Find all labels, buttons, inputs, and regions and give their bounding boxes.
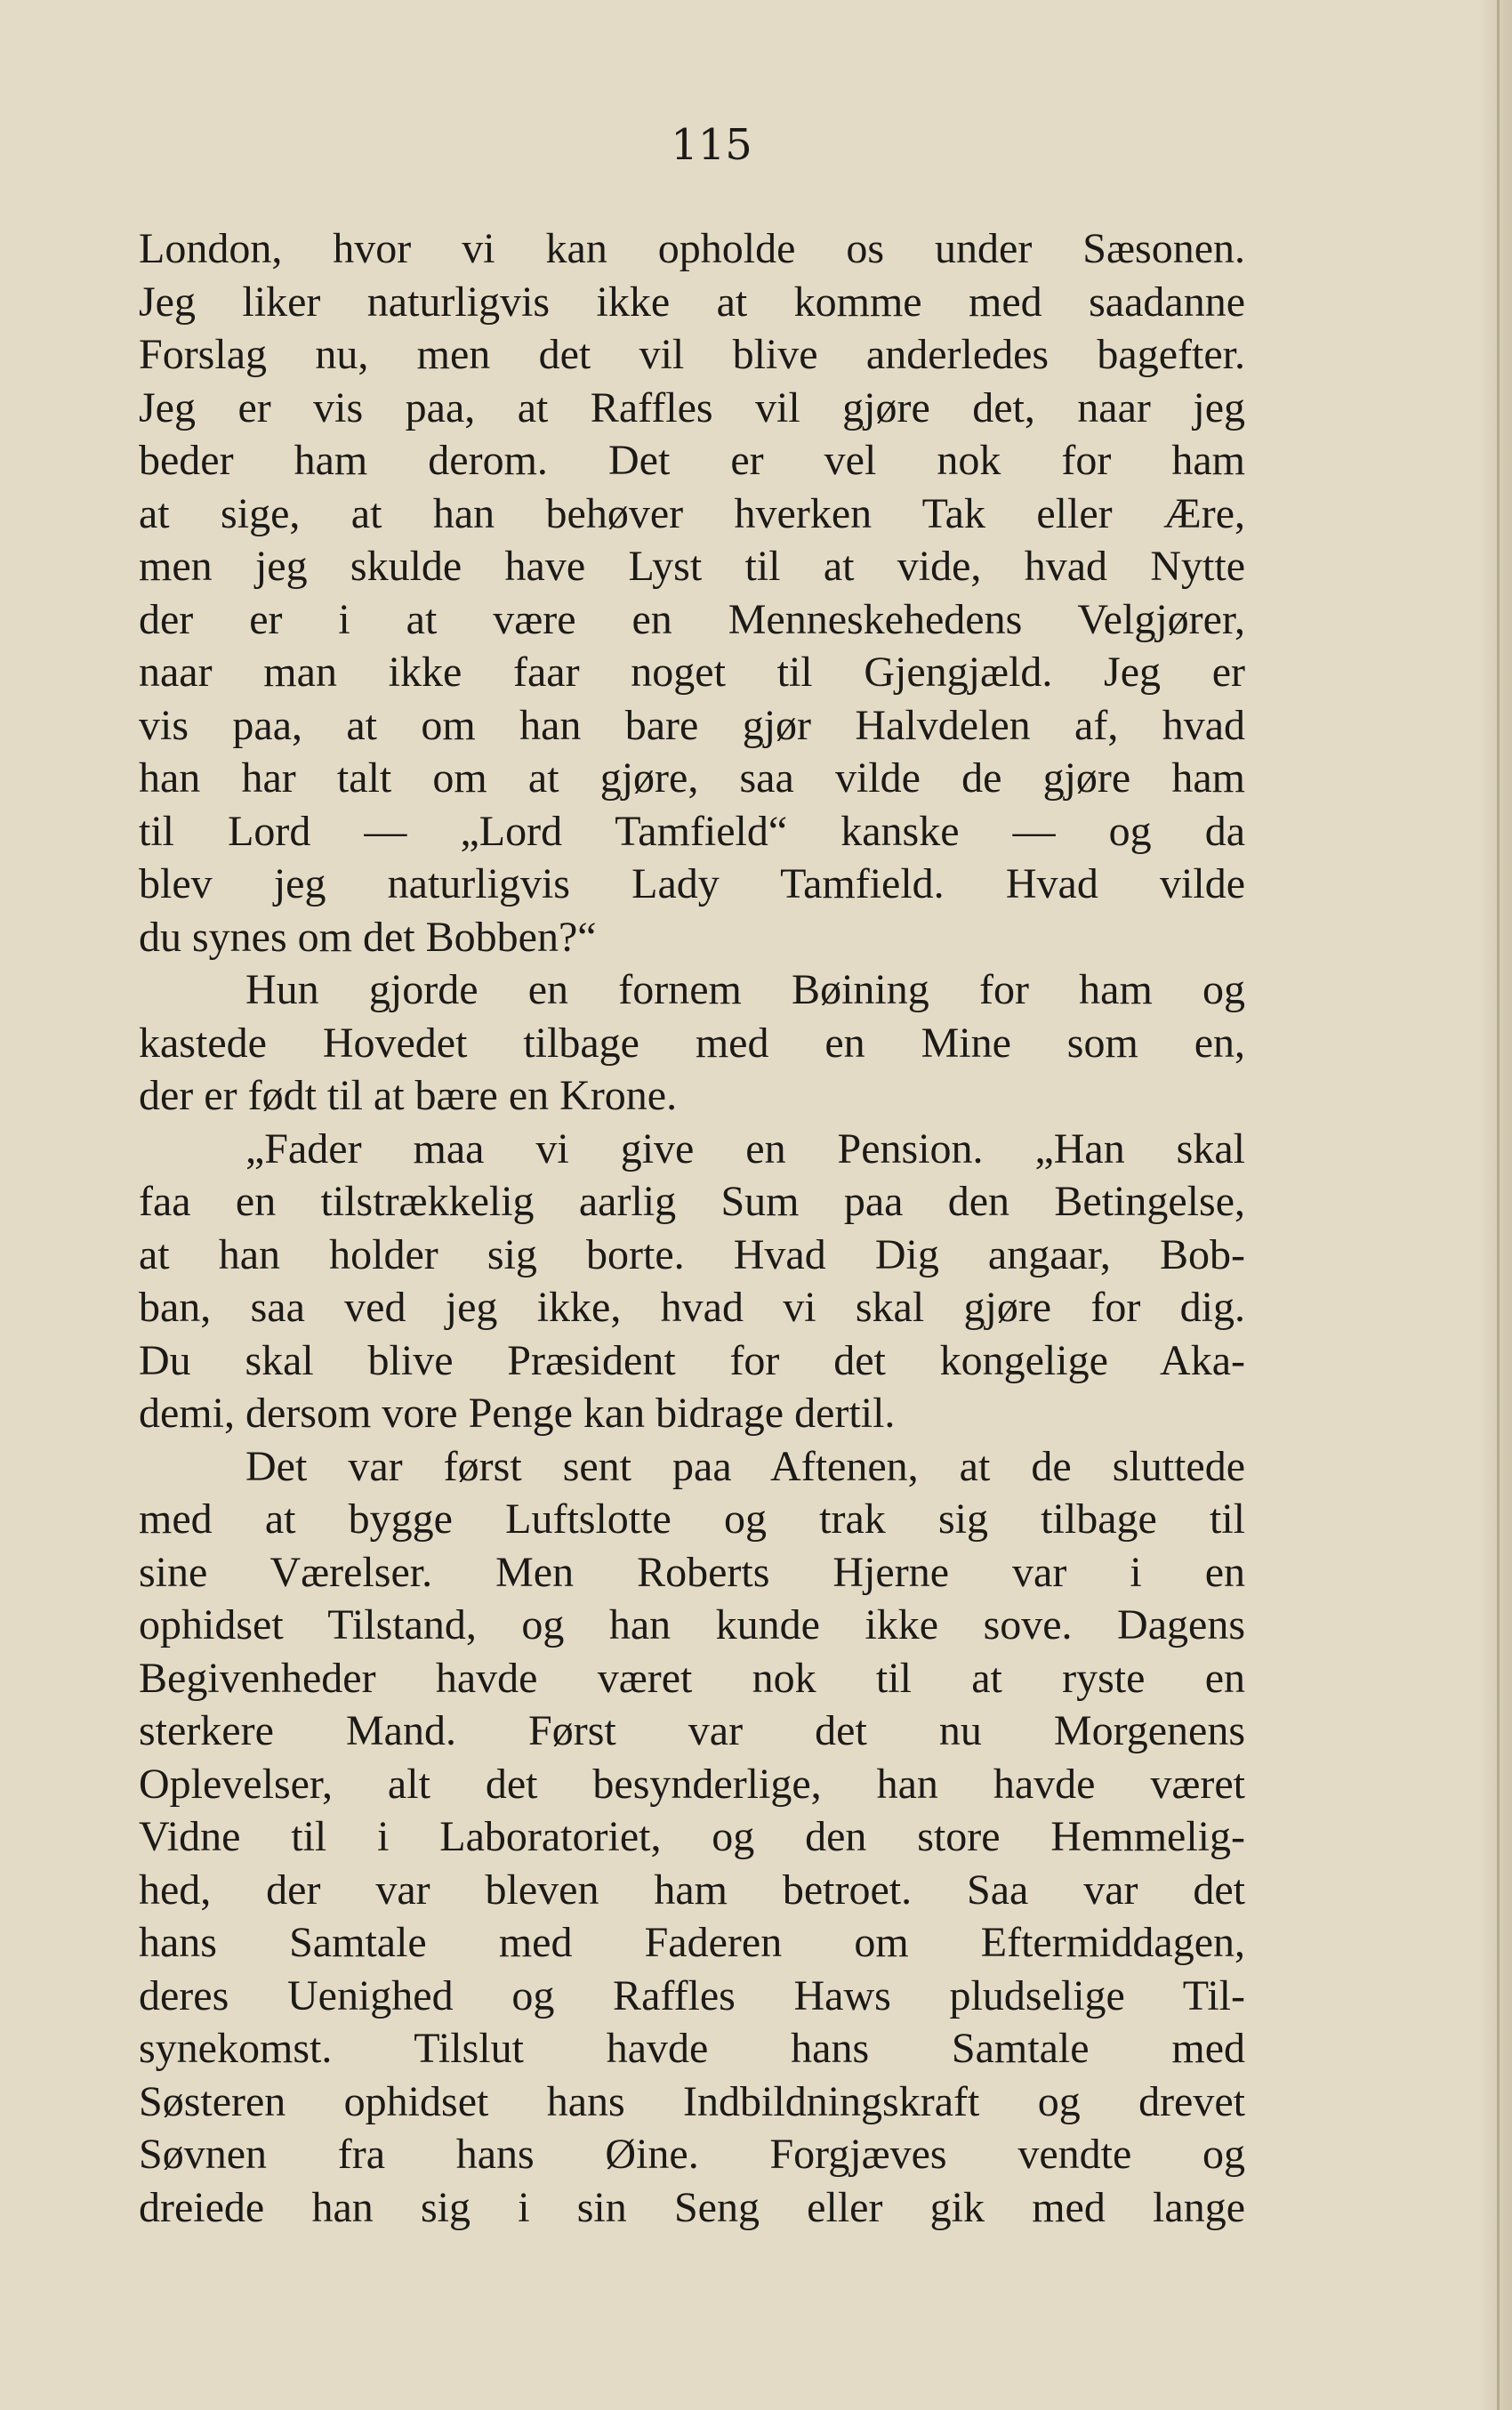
page-number: 115 bbox=[671, 120, 752, 170]
text-line: blev jeg naturligvis Lady Tamfield. Hvad vilde bbox=[139, 860, 1245, 907]
text-line: sine Værelser. Men Roberts Hjerne var i en bbox=[139, 1548, 1245, 1596]
text-line: „Fader maa vi give en Pension. „Han skal bbox=[245, 1124, 1245, 1173]
text-line: ophidset Tilstand, og han kunde ikke sove. Dagens bbox=[139, 1601, 1245, 1648]
text-line: hans Samtale med Faderen om Eftermiddagen, bbox=[139, 1919, 1245, 1966]
text-line: ban, saa ved jeg ikke, hvad vi skal gjøre for dig. bbox=[139, 1284, 1245, 1331]
text-line: Søvnen fra hans Øine. Forgjæves vendte og bbox=[139, 2131, 1245, 2178]
text-line: Forslag nu, men det vil blive anderledes bagefter. bbox=[139, 331, 1245, 378]
text-line: han har talt om at gjøre, saa vilde de gjøre ham bbox=[139, 754, 1245, 802]
text-line: til Lord — „Lord Tamfield“ kanske — og da bbox=[139, 807, 1245, 855]
text-line: Du skal blive Præsident for det kongelige Aka- bbox=[139, 1336, 1245, 1384]
page-edge-shadow bbox=[1478, 0, 1512, 2410]
text-line: faa en tilstrækkelig aarlig Sum paa den Betingelse, bbox=[139, 1178, 1245, 1225]
text-line: sterkere Mand. Først var det nu Morgenens bbox=[139, 1707, 1245, 1754]
text-line: deres Uenighed og Raffles Haws pludselige Til- bbox=[139, 1971, 1245, 2019]
text-line: der er født til at bære en Krone. bbox=[139, 1072, 678, 1119]
text-line: du synes om det Bobben?“ bbox=[139, 913, 597, 961]
text-line: London, hvor vi kan opholde os under Sæsonen. bbox=[139, 225, 1245, 272]
text-line: Det var først sent paa Aftenen, at de sluttede bbox=[245, 1442, 1245, 1490]
text-line: naar man ikke faar noget til Gjengjæld. Jeg er bbox=[139, 649, 1245, 696]
text-line: dreiede han sig i sin Seng eller gik med lange bbox=[139, 2183, 1245, 2231]
text-line: Hun gjorde en fornem Bøining for ham og bbox=[245, 966, 1245, 1013]
text-line: der er i at være en Menneskehedens Velgjører, bbox=[139, 595, 1245, 643]
text-line: Søsteren ophidset hans Indbildningskraft og drevet bbox=[139, 2077, 1245, 2125]
text-line: Jeg er vis paa, at Raffles vil gjøre det, naar jeg bbox=[139, 383, 1245, 431]
text-line: men jeg skulde have Lyst til at vide, hvad Nytte bbox=[139, 543, 1245, 590]
text-line: beder ham derom. Det er vel nok for ham bbox=[139, 437, 1245, 484]
page-edge-line bbox=[1497, 0, 1500, 2410]
text-line: hed, der var bleven ham betroet. Saa var det bbox=[139, 1866, 1245, 1914]
text-line: Begivenheder havde været nok til at ryste en bbox=[139, 1654, 1245, 1702]
text-line: Jeg liker naturligvis ikke at komme med saadanne bbox=[139, 278, 1245, 326]
text-line: demi, dersom vore Penge kan bidrage dertil. bbox=[139, 1390, 896, 1437]
text-line: med at bygge Luftslotte og trak sig tilbage til bbox=[139, 1495, 1245, 1543]
text-line: kastede Hovedet tilbage med en Mine som en, bbox=[139, 1019, 1245, 1067]
text-line: Vidne til i Laboratoriet, og den store Hemmelig- bbox=[139, 1813, 1245, 1860]
text-line: at han holder sig borte. Hvad Dig angaar, Bob- bbox=[139, 1230, 1245, 1278]
body-text bbox=[139, 222, 1245, 2234]
text-line: synekomst. Tilslut havde hans Samtale med bbox=[139, 2025, 1245, 2072]
text-line: at sige, at han behøver hverken Tak eller Ære, bbox=[139, 489, 1245, 537]
text-line: vis paa, at om han bare gjør Halvdelen af, hvad bbox=[139, 701, 1245, 749]
text-line: Oplevelser, alt det besynderlige, han havde været bbox=[139, 1760, 1245, 1808]
